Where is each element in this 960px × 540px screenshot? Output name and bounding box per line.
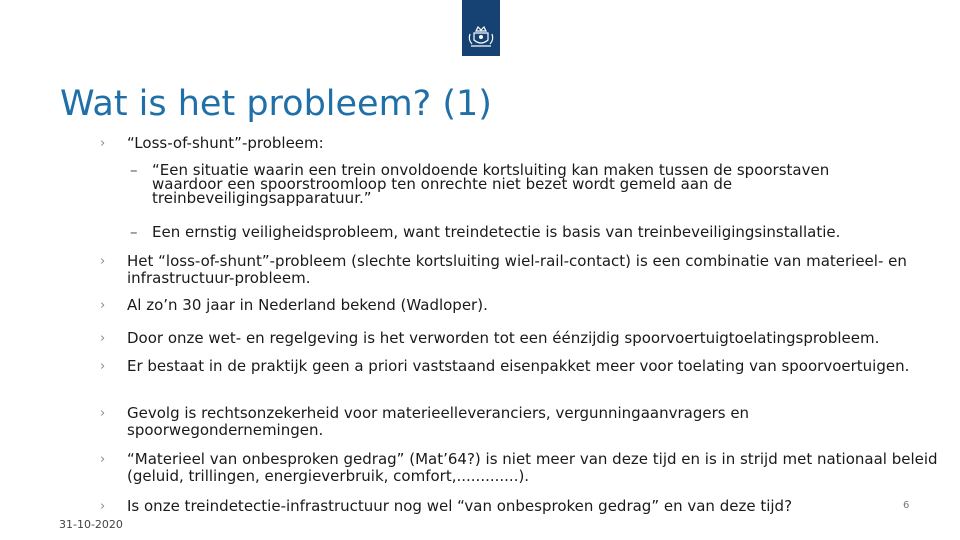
bullet-marker: › bbox=[100, 298, 106, 313]
bullet-marker: › bbox=[100, 136, 106, 151]
slide-title: Wat is het probleem? (1) bbox=[60, 84, 492, 124]
dash-marker: – bbox=[130, 223, 138, 241]
bullet-text: Is onze treindetectie-infrastructuur nog wel “van onbesproken gedrag” en van deze tijd? bbox=[127, 497, 793, 515]
bullet-marker: › bbox=[100, 359, 106, 374]
dash-marker: – bbox=[130, 161, 138, 179]
bullet-text: Al zo’n 30 jaar in Nederland bekend (Wadloper). bbox=[127, 296, 488, 314]
bullet-text: Er bestaat in de praktijk geen a priori vaststaand eisenpakket meer voor toelating van spoorvoertuigen. bbox=[127, 357, 910, 375]
sub-bullet-text: Een ernstig veiligheidsprobleem, want treindetectie is basis van treinbeveiligingsinstallatie. bbox=[152, 223, 841, 241]
bullet-text: “Loss-of-shunt”-probleem: bbox=[127, 134, 324, 152]
bullet-marker: › bbox=[100, 406, 106, 421]
bullet-marker: › bbox=[100, 499, 106, 514]
bullet-text: “Materieel van onbesproken gedrag” (Mat’64?) is niet meer van deze tijd en is in strijd met nationaal beleid (geluid, trillingen, energieverbruik, comfort,.............). bbox=[127, 450, 938, 485]
bullet-marker: › bbox=[100, 452, 106, 467]
bullet-text: Het “loss-of-shunt”-probleem (slechte kortsluiting wiel-rail-contact) is een combinatie van materieel- en infrastructuur-probleem. bbox=[127, 252, 907, 287]
slide-date: 31-10-2020 bbox=[59, 518, 123, 531]
coat-of-arms-icon bbox=[462, 0, 500, 56]
sub-bullet-text: “Een situatie waarin een trein onvoldoende kortsluiting kan maken tussen de spoorstaven waardoor een spoorstroomloop ten onrechte niet bezet wordt gemeld aan de treinbeveiligingsapparatuur.” bbox=[152, 161, 830, 207]
bullet-marker: › bbox=[100, 331, 106, 346]
page-number: 6 bbox=[903, 500, 910, 511]
bullet-text: Door onze wet- en regelgeving is het verworden tot een éénzijdig spoorvoertuigtoelatingsprobleem. bbox=[127, 329, 880, 347]
bullet-text: Gevolg is rechtsonzekerheid voor materieelleveranciers, vergunningaanvragers en spoorwegondernemingen. bbox=[127, 404, 750, 439]
bullet-marker: › bbox=[100, 254, 106, 269]
